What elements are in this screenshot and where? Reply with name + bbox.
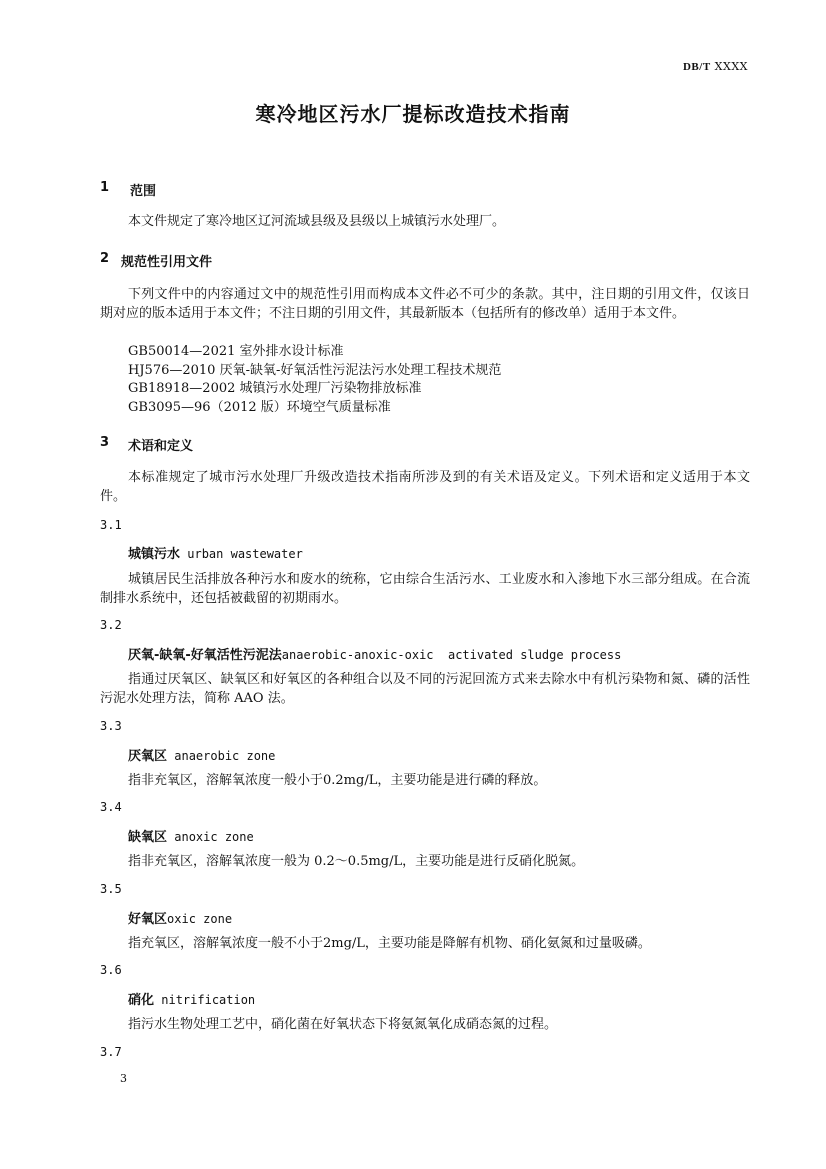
term-english: oxic zone — [167, 912, 233, 926]
term-heading — [128, 644, 621, 663]
term-number: 3.4 — [100, 800, 122, 814]
term-chinese: 厌氧区 — [128, 749, 168, 764]
term-number: 3.6 — [100, 963, 122, 977]
reference-item: GB3095—96（2012 版）环境空气质量标准 — [128, 400, 391, 415]
section-1-title: 范围 — [130, 184, 157, 199]
term-definition: 指非充氧区，溶解氧浓度一般为 0.2～0.5mg/L，主要功能是进行反硝化脱氮。 — [128, 854, 585, 869]
term-chinese: 硝化 — [128, 993, 155, 1008]
section-1-body: 本文件规定了寒冷地区辽河流域县级及县级以上城镇污水处理厂。 — [128, 214, 506, 229]
term-definition: 指充氧区，溶解氧浓度一般不小于2mg/L，主要功能是降解有机物、硝化氨氮和过量吸磷。 — [128, 936, 651, 951]
document-code-prefix: DB/T — [682, 61, 711, 73]
reference-item: GB50014—2021 室外排水设计标准 — [128, 344, 344, 359]
section-3-number: 3 — [100, 435, 110, 450]
section-2-body: 下列文件中的内容通过文中的规范性引用而构成本文件必不可少的条款。其中，注日期的引用文件，仅该日期对应的版本适用于本文件；不注日期的引用文件，其最新版本（包括所有的修改单）适用于本文件。 — [100, 287, 750, 321]
term-definition: 指通过厌氧区、缺氧区和好氧区的各种组合以及不同的污泥回流方式来去除水中有机污染物和氮、磷的活性污泥水处理方法，简称 AAO 法。 — [100, 672, 750, 706]
term-chinese: 好氧区 — [128, 912, 168, 927]
term-heading — [128, 745, 275, 764]
term-number: 3.1 — [100, 518, 122, 532]
section-2-title: 规范性引用文件 — [121, 255, 213, 270]
term-chinese: 城镇污水 — [128, 547, 181, 562]
term-heading — [128, 989, 255, 1008]
page-title: 寒冷地区污水厂提标改造技术指南 — [255, 102, 571, 126]
term-english: urban wastewater — [180, 547, 303, 561]
section-3-title: 术语和定义 — [128, 439, 194, 454]
term-definition: 指非充氧区，溶解氧浓度一般小于0.2mg/L，主要功能是进行磷的释放。 — [128, 773, 547, 788]
section-2-number: 2 — [100, 251, 110, 266]
term-heading — [128, 543, 303, 562]
term-english: nitrification — [154, 993, 256, 1007]
term-chinese: 厌氧-缺氧-好氧活性污泥法 — [128, 648, 282, 663]
term-english: anoxic zone — [167, 830, 254, 844]
term-number: 3.5 — [100, 882, 122, 896]
term-heading — [128, 826, 254, 845]
term-definition: 指污水生物处理工艺中，硝化菌在好氧状态下将氨氮氧化成硝态氮的过程。 — [128, 1017, 558, 1032]
term-definition: 城镇居民生活排放各种污水和废水的统称，它由综合生活污水、工业废水和入渗地下水三部分组成。在合流制排水系统中，还包括被截留的初期雨水。 — [100, 572, 750, 606]
page-number: 3 — [120, 1072, 127, 1085]
term-english: anaerobic-anoxic-oxic activated sludge process — [281, 648, 622, 662]
term-number: 3.3 — [100, 719, 122, 733]
section-3-body: 本标准规定了城市污水处理厂升级改造技术指南所涉及到的有关术语及定义。下列术语和定义适用于本文件。 — [100, 470, 750, 504]
section-1-number: 1 — [100, 180, 110, 195]
term-english: anaerobic zone — [167, 749, 276, 763]
term-number: 3.7 — [100, 1045, 122, 1059]
document-code — [683, 60, 748, 73]
document-code-number: XXXX — [714, 60, 748, 73]
term-chinese: 缺氧区 — [128, 830, 168, 845]
reference-item: HJ576—2010 厌氧-缺氧-好氧活性污泥法污水处理工程技术规范 — [128, 363, 502, 378]
term-number: 3.2 — [100, 618, 122, 632]
term-heading — [128, 908, 232, 927]
reference-item: GB18918—2002 城镇污水处理厂污染物排放标准 — [128, 381, 422, 396]
